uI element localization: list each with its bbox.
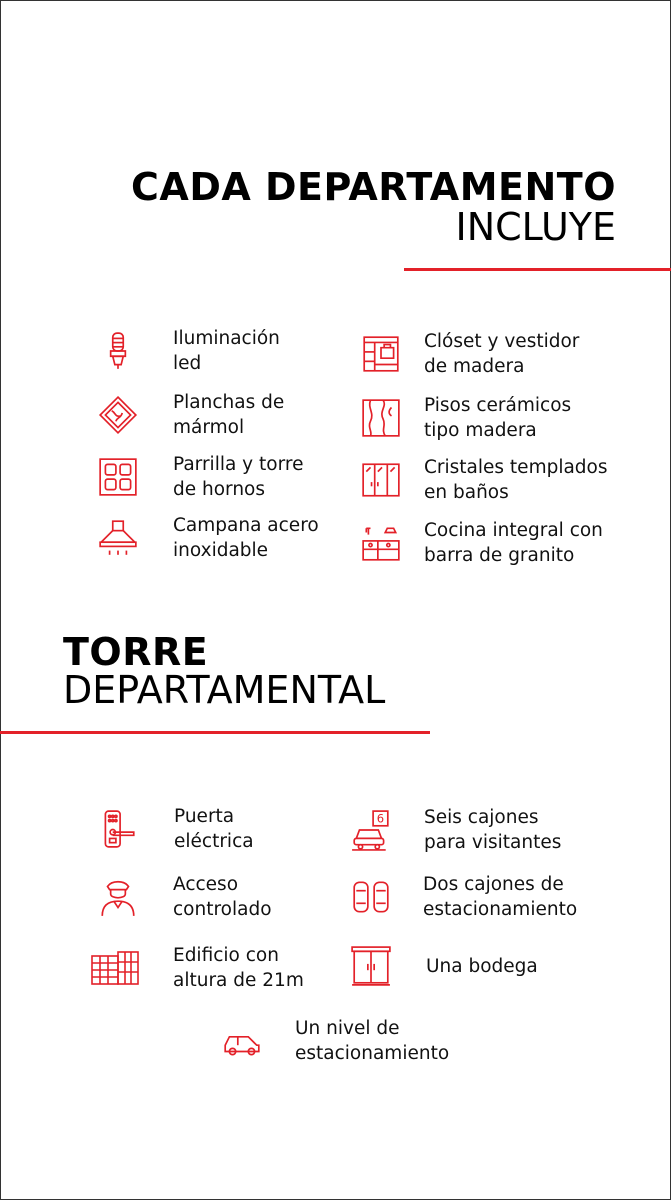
feature-label: Cocina integral con barra de granito (424, 520, 603, 566)
section1-subtitle: INCLUYE (455, 205, 616, 249)
two-cars-parking-icon (349, 875, 393, 919)
feature-stove (96, 452, 303, 502)
feature-label: Edificio con altura de 21m (173, 945, 304, 991)
feature-floor (359, 393, 571, 443)
feature-label: Seis cajones para visitantes (424, 807, 562, 853)
visitor-parking-icon (349, 808, 393, 852)
stove-grill-icon (96, 455, 140, 499)
feature-glass (359, 455, 608, 505)
building-icon (90, 946, 140, 990)
feature-label: Campana acero inoxidable (173, 515, 319, 561)
wood-floor-icon (359, 396, 403, 440)
feature-visitors (349, 805, 561, 855)
section2-subtitle: DEPARTAMENTAL (63, 668, 386, 712)
storage-cabinet-icon (349, 944, 393, 988)
feature-label: Puerta eléctrica (174, 806, 254, 852)
feature-label: Planchas de mármol (173, 392, 285, 438)
feature-hood (96, 513, 319, 563)
feature-access (96, 872, 272, 922)
feature-label: Dos cajones de estacionamiento (423, 874, 578, 920)
visitor-parking-badge: 6 (376, 811, 385, 826)
feature-two-cars (349, 872, 577, 922)
feature-parking-level (220, 1016, 449, 1066)
feature-label: Cristales templados en baños (424, 457, 608, 503)
car-icon (220, 1019, 264, 1063)
feature-marble (96, 390, 284, 440)
feature-building (90, 943, 304, 993)
feature-led (96, 326, 280, 376)
security-guard-icon (96, 875, 140, 919)
feature-label: Acceso controlado (173, 874, 272, 920)
glass-cabinet-icon (359, 458, 403, 502)
feature-storage (349, 944, 538, 988)
electric-door-lock-icon (96, 807, 140, 851)
feature-label: Un nivel de estacionamiento (295, 1018, 450, 1064)
feature-label: Iluminación led (173, 328, 280, 374)
closet-icon (359, 332, 403, 376)
range-hood-icon (96, 516, 140, 560)
feature-closet (359, 329, 579, 379)
section1-title: CADA DEPARTAMENTO (131, 165, 616, 209)
marble-tile-icon (96, 393, 140, 437)
section2-title: TORRE (63, 630, 209, 674)
kitchen-icon (359, 521, 403, 565)
feature-kitchen (359, 518, 603, 568)
feature-label: Parrilla y torre de hornos (173, 454, 304, 500)
led-bulb-icon (96, 329, 140, 373)
feature-label: Una bodega (426, 955, 538, 977)
section2-divider (0, 731, 430, 734)
feature-door (96, 804, 254, 854)
section1-divider (404, 268, 671, 271)
feature-label: Pisos cerámicos tipo madera (424, 395, 572, 441)
feature-label: Clóset y vestidor de madera (424, 331, 580, 377)
